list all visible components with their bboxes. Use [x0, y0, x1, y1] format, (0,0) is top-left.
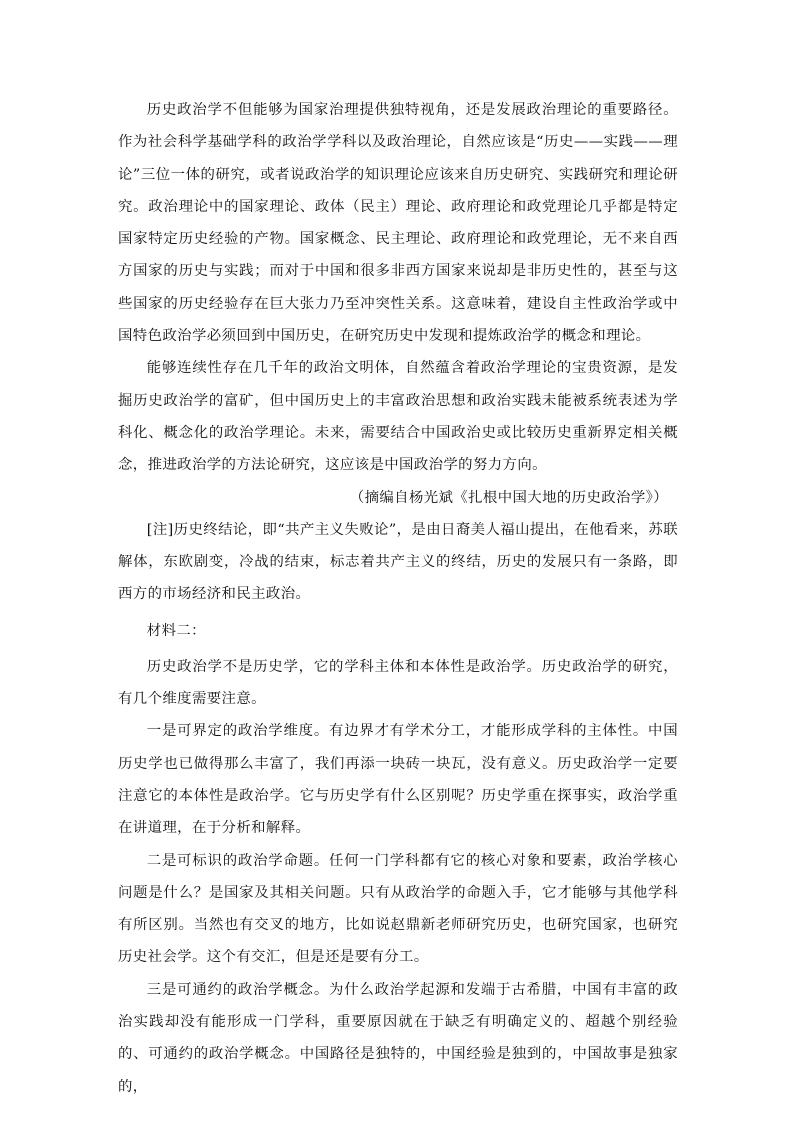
document-page [118, 94, 678, 1103]
source-citation: （摘编自杨光斌《扎根中国大地的历史政治学》） [349, 489, 668, 506]
body-paragraph: 一是可界定的政治学维度。有边界才有学术分工，才能形成学科的主体性。中国历史学也已做得那么丰富了，我们再添一块砖一块瓦，没有意义。历史政治学一定要注意它的本体性是政治学。它与历史学有什么区别呢？历史学重在探事实，政治学重在讲道理，在于分析和解释。 [118, 723, 678, 837]
body-paragraph: 三是可通约的政治学概念。为什么政治学起源和发端于古希腊，中国有丰富的政治实践却没有能形成一门学科，重要原因就在于缺乏有明确定义的、超越个别经验的、可通约的政治学概念。中国路径是独特的，中国经验是独到的，中国故事是独家的， [118, 981, 678, 1095]
footnote-paragraph: [注]历史终结论，即“共产主义失败论”，是由日裔美人福山提出，在他看来，苏联解体，东欧剧变，冷战的结束，标志着共产主义的终结，历史的发展只有一条路，即西方的市场经济和民主政治。 [118, 521, 678, 603]
material-heading: 材料二： [146, 622, 206, 639]
body-paragraph: 历史政治学不是历史学，它的学科主体和本体性是政治学。历史政治学的研究，有几个维度需要注意。 [118, 658, 678, 708]
body-paragraph: 历史政治学不但能够为国家治理提供独特视角，还是发展政治理论的重要路径。作为社会科学基础学科的政治学学科以及政治理论，自然应该是“历史——实践——理论”三位一体的研究，或者说政治学的知识理论应该来自历史研究、实践研究和理论研究。政治理论中的国家理论、政体（民主）理论、政府理论和政党理论几乎都是特定国家特定历史经验的产物。国家概念、民主理论、政府理论和政党理论，无不来自西方国家的历史与实践；而对于中国和很多非西方国家来说却是非历史性的，甚至与这些国家的历史经验存在巨大张力乃至冲突性关系。这意味着，建设自主性政治学或中国特色政治学必须回到中国历史，在研究历史中发现和提炼政治学的概念和理论。 [118, 102, 678, 345]
body-paragraph: 能够连续性存在几千年的政治文明体，自然蕴含着政治学理论的宝贵资源，是发掘历史政治学的富矿，但中国历史上的丰富政治思想和政治实践未能被系统表述为学科化、概念化的政治学理论。未来，需要结合中国政治史或比较历史重新界定相关概念，推进政治学的方法论研究，这应该是中国政治学的努力方向。 [118, 360, 678, 474]
body-paragraph: 二是可标识的政治学命题。任何一门学科都有它的核心对象和要素，政治学核心问题是什么？是国家及其相关问题。只有从政治学的命题入手，它才能够与其他学科有所区别。当然也有交叉的地方，比如说赵鼎新老师研究历史，也研究国家，也研究历史社会学。这个有交汇，但是还是要有分工。 [118, 852, 678, 966]
